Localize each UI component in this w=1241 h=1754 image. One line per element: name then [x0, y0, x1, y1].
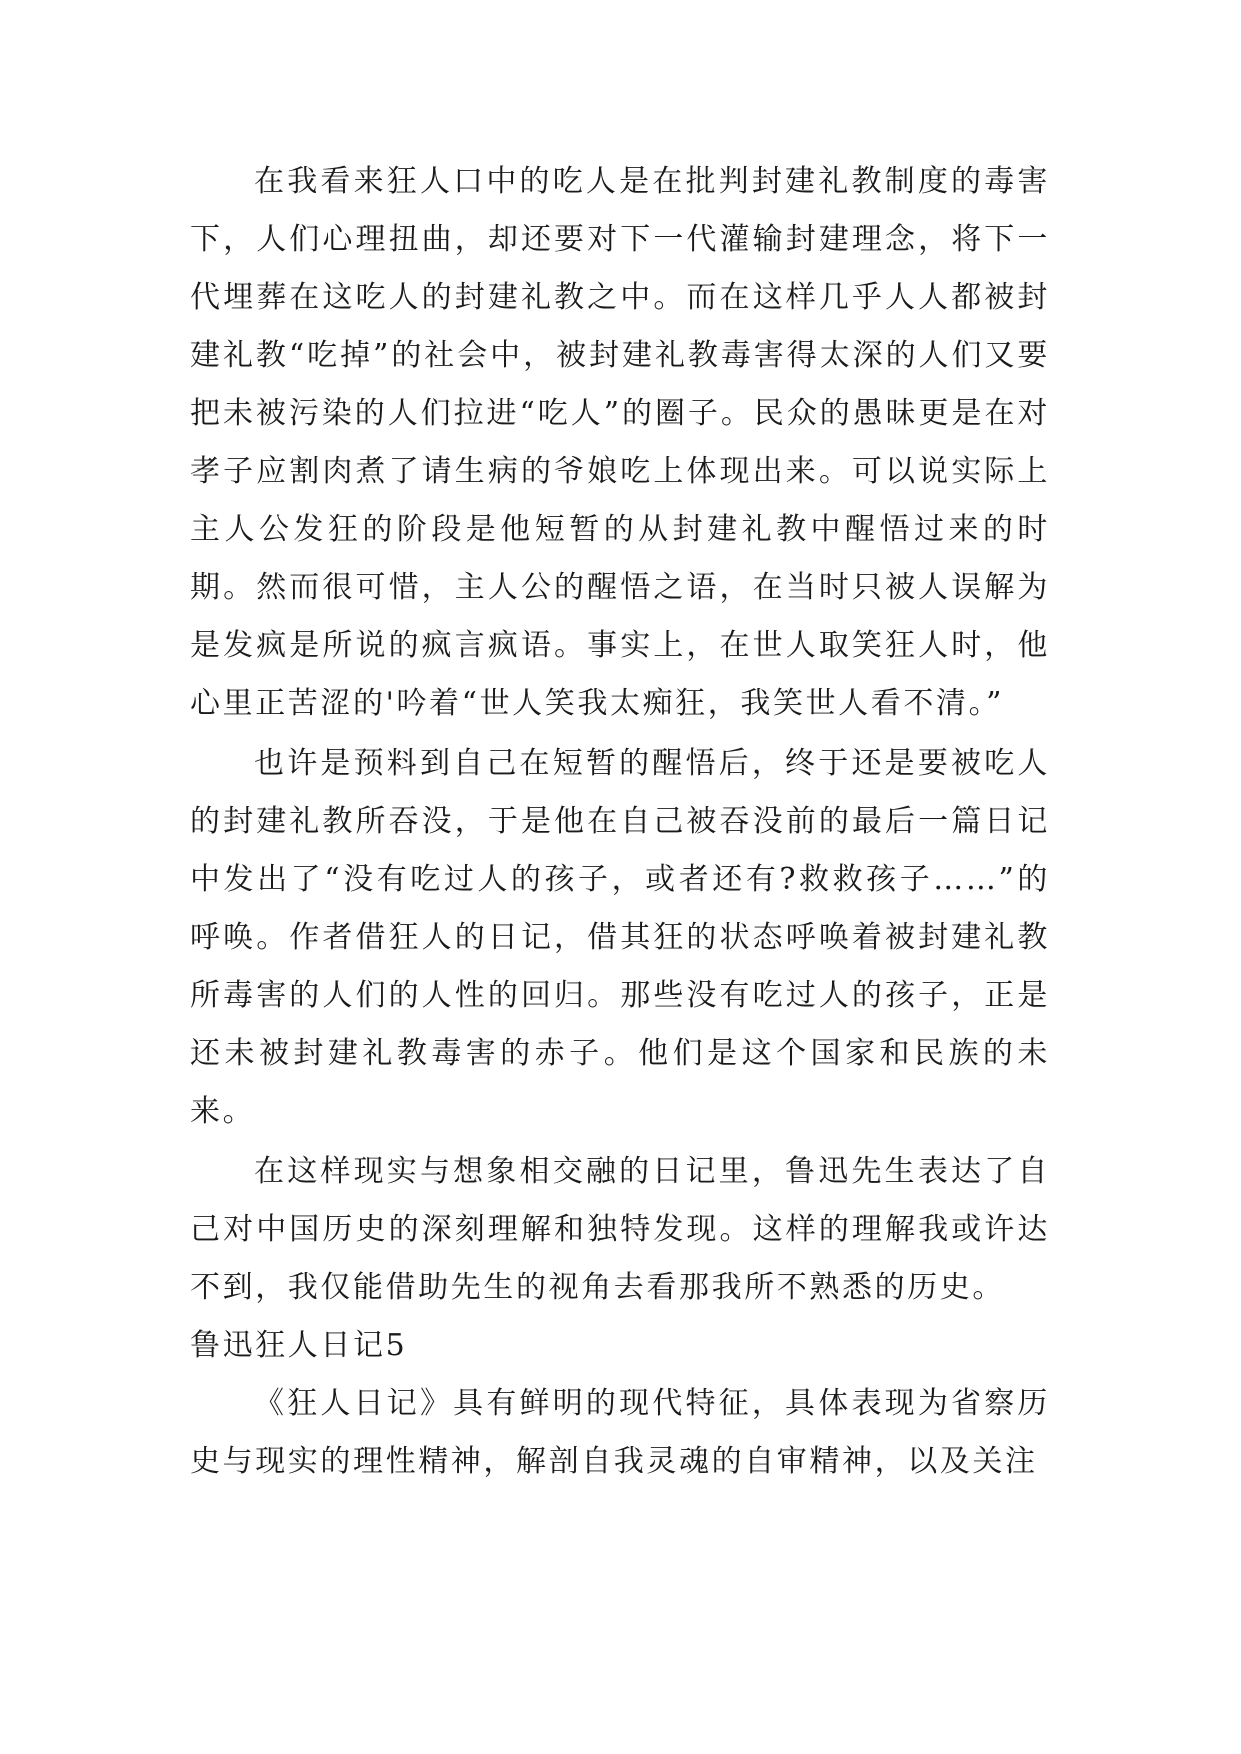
paragraph-2: 也许是预料到自己在短暂的醒悟后，终于还是要被吃人的封建礼教所吞没，于是他在自己被吞没前的最后一篇日记中发出了“没有吃过人的孩子，或者还有?救救孩子……”的呼唤。作者借狂人的日记，借其狂的状态呼唤着被封建礼教所毒害的人们的人性的回归。那些没有吃过人的孩子，正是还未被封建礼教毒害的赤子。他们是这个国家和民族的未来。	[190, 746, 1050, 1129]
paragraph-4: 《狂人日记》具有鲜明的现代特征，具体表现为省察历史与现实的理性精神，解剖自我灵魂的自审精神，以及关注	[190, 1386, 1050, 1479]
paragraph-1: 在我看来狂人口中的吃人是在批判封建礼教制度的毒害下，人们心理扭曲，却还要对下一代灌输封建理念，将下一代埋葬在这吃人的封建礼教之中。而在这样几乎人人都被封建礼教“吃掉”的社会中，被封建礼教毒害得太深的人们又要把未被污染的人们拉进“吃人”的圈子。民众的愚昧更是在对孝子应割肉煮了请生病的爷娘吃上体现出来。可以说实际上主人公发狂的阶段是他短暂的从封建礼教中醒悟过来的时期。然而很可惜，主人公的醒悟之语，在当时只被人误解为是发疯是所说的疯言疯语。事实上，在世人取笑狂人时，他心里正苦涩的'吟着“世人笑我太痴狂，我笑世人看不清。”	[190, 164, 1050, 721]
document-body	[190, 153, 1050, 1491]
section-heading: 鲁迅狂人日记5	[190, 1328, 408, 1363]
paragraph-3: 在这样现实与想象相交融的日记里，鲁迅先生表达了自己对中国历史的深刻理解和独特发现。这样的理解我或许达不到，我仅能借助先生的视角去看那我所不熟悉的历史。	[190, 1154, 1050, 1305]
